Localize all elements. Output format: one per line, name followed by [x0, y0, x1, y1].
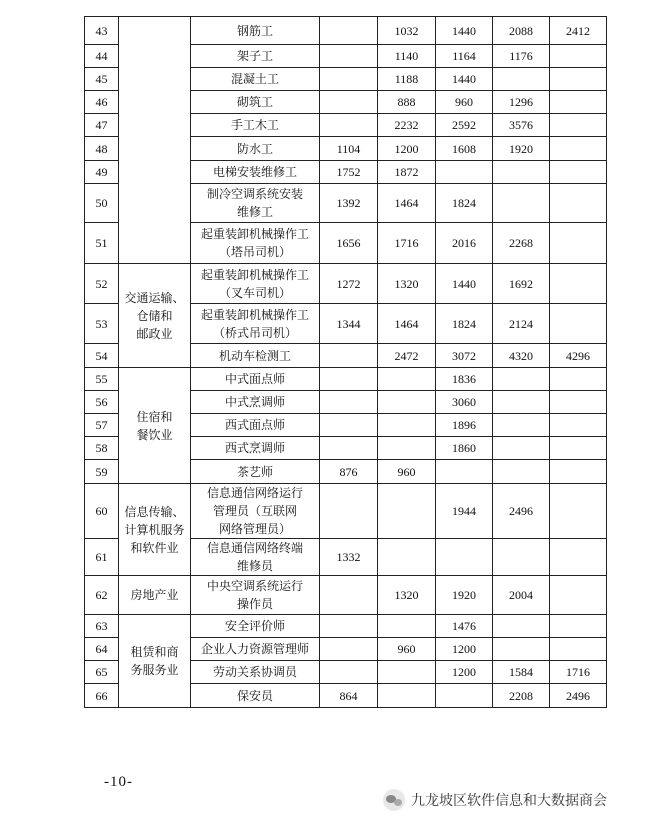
value-cell: 1656	[320, 223, 378, 264]
row-number: 65	[85, 661, 119, 684]
value-cell: 864	[320, 684, 378, 708]
industry-cell: 房地产业	[119, 576, 191, 615]
value-cell	[320, 437, 378, 460]
value-cell	[550, 264, 607, 304]
value-cell	[550, 114, 607, 137]
value-cell	[550, 437, 607, 460]
wage-table	[84, 16, 607, 708]
row-number: 50	[85, 184, 119, 223]
value-cell	[320, 576, 378, 615]
value-cell: 2124	[493, 304, 550, 344]
value-cell: 1872	[378, 161, 436, 184]
value-cell: 2412	[550, 17, 607, 45]
value-cell	[378, 684, 436, 708]
industry-cell: 住宿和 餐饮业	[119, 368, 191, 484]
value-cell: 1188	[378, 68, 436, 91]
value-cell: 1824	[436, 184, 493, 223]
occupation-cell: 信息通信网络终端 维修员	[191, 539, 320, 576]
value-cell	[436, 539, 493, 576]
watermark	[383, 789, 607, 811]
value-cell: 1824	[436, 304, 493, 344]
occupation-cell: 中式面点师	[191, 368, 320, 391]
value-cell	[550, 539, 607, 576]
value-cell: 1344	[320, 304, 378, 344]
value-cell: 1392	[320, 184, 378, 223]
value-cell	[436, 460, 493, 484]
value-cell: 1464	[378, 184, 436, 223]
occupation-cell: 电梯安装维修工	[191, 161, 320, 184]
value-cell	[493, 615, 550, 638]
occupation-cell: 西式面点师	[191, 414, 320, 437]
occupation-cell: 起重装卸机械操作工 （塔吊司机）	[191, 223, 320, 264]
row-number: 63	[85, 615, 119, 638]
table-row	[85, 264, 607, 304]
value-cell: 2472	[378, 344, 436, 368]
value-cell: 1476	[436, 615, 493, 638]
value-cell	[320, 91, 378, 114]
value-cell: 1944	[436, 484, 493, 539]
row-number: 58	[85, 437, 119, 460]
row-number: 47	[85, 114, 119, 137]
value-cell: 3060	[436, 391, 493, 414]
industry-cell: 租赁和商 务服务业	[119, 615, 191, 708]
row-number: 44	[85, 45, 119, 68]
value-cell: 4320	[493, 344, 550, 368]
value-cell	[320, 45, 378, 68]
value-cell	[320, 414, 378, 437]
value-cell: 1440	[436, 17, 493, 45]
value-cell	[320, 391, 378, 414]
value-cell	[378, 615, 436, 638]
value-cell	[550, 161, 607, 184]
value-cell	[550, 414, 607, 437]
value-cell: 2208	[493, 684, 550, 708]
wechat-icon	[383, 789, 405, 811]
value-cell: 1920	[436, 576, 493, 615]
value-cell: 1272	[320, 264, 378, 304]
occupation-cell: 防水工	[191, 137, 320, 161]
value-cell: 1440	[436, 68, 493, 91]
value-cell: 960	[378, 638, 436, 661]
value-cell	[493, 414, 550, 437]
value-cell	[550, 638, 607, 661]
value-cell	[378, 368, 436, 391]
value-cell: 960	[378, 460, 436, 484]
value-cell: 2592	[436, 114, 493, 137]
occupation-cell: 制冷空调系统安装 维修工	[191, 184, 320, 223]
value-cell: 876	[320, 460, 378, 484]
row-number: 54	[85, 344, 119, 368]
watermark-text: 九龙坡区软件信息和大数据商会	[411, 793, 607, 809]
value-cell	[550, 304, 607, 344]
value-cell	[550, 368, 607, 391]
value-cell: 2496	[550, 684, 607, 708]
row-number: 43	[85, 17, 119, 45]
value-cell	[378, 539, 436, 576]
value-cell	[550, 484, 607, 539]
value-cell	[550, 137, 607, 161]
row-number: 57	[85, 414, 119, 437]
value-cell	[493, 68, 550, 91]
occupation-cell: 信息通信网络运行 管理员（互联网 网络管理员）	[191, 484, 320, 539]
occupation-cell: 西式烹调师	[191, 437, 320, 460]
occupation-cell: 机动车检测工	[191, 344, 320, 368]
value-cell: 2268	[493, 223, 550, 264]
value-cell: 1860	[436, 437, 493, 460]
value-cell	[550, 184, 607, 223]
value-cell: 1752	[320, 161, 378, 184]
value-cell	[436, 684, 493, 708]
value-cell: 960	[436, 91, 493, 114]
value-cell	[493, 391, 550, 414]
value-cell: 1920	[493, 137, 550, 161]
value-cell: 888	[378, 91, 436, 114]
row-number: 49	[85, 161, 119, 184]
value-cell	[550, 45, 607, 68]
value-cell: 1200	[436, 661, 493, 684]
value-cell	[550, 615, 607, 638]
value-cell	[320, 484, 378, 539]
value-cell: 1716	[550, 661, 607, 684]
value-cell: 2004	[493, 576, 550, 615]
row-number: 46	[85, 91, 119, 114]
page-number: -10-	[104, 774, 133, 790]
value-cell	[320, 17, 378, 45]
occupation-cell: 安全评价师	[191, 615, 320, 638]
value-cell	[378, 391, 436, 414]
value-cell: 4296	[550, 344, 607, 368]
value-cell	[550, 223, 607, 264]
value-cell: 1332	[320, 539, 378, 576]
value-cell: 2496	[493, 484, 550, 539]
value-cell	[550, 576, 607, 615]
occupation-cell: 起重装卸机械操作工 （桥式吊司机）	[191, 304, 320, 344]
industry-cell: 信息传输、 计算机服务 和软件业	[119, 484, 191, 576]
occupation-cell: 企业人力资源管理师	[191, 638, 320, 661]
row-number: 55	[85, 368, 119, 391]
value-cell: 3072	[436, 344, 493, 368]
row-number: 56	[85, 391, 119, 414]
value-cell	[493, 161, 550, 184]
value-cell	[320, 114, 378, 137]
value-cell: 2016	[436, 223, 493, 264]
value-cell: 1584	[493, 661, 550, 684]
row-number: 45	[85, 68, 119, 91]
value-cell: 1464	[378, 304, 436, 344]
value-cell	[320, 344, 378, 368]
value-cell: 1320	[378, 576, 436, 615]
value-cell: 3576	[493, 114, 550, 137]
value-cell	[493, 437, 550, 460]
row-number: 60	[85, 484, 119, 539]
value-cell	[378, 484, 436, 539]
row-number: 48	[85, 137, 119, 161]
table-row	[85, 484, 607, 539]
value-cell	[550, 391, 607, 414]
row-number: 51	[85, 223, 119, 264]
value-cell: 1164	[436, 45, 493, 68]
row-number: 64	[85, 638, 119, 661]
table-row	[85, 615, 607, 638]
table-body	[85, 17, 607, 708]
row-number: 52	[85, 264, 119, 304]
value-cell: 1692	[493, 264, 550, 304]
row-number: 66	[85, 684, 119, 708]
occupation-cell: 架子工	[191, 45, 320, 68]
value-cell: 1200	[378, 137, 436, 161]
occupation-cell: 砌筑工	[191, 91, 320, 114]
value-cell	[436, 161, 493, 184]
value-cell: 1320	[378, 264, 436, 304]
value-cell	[493, 638, 550, 661]
value-cell	[550, 91, 607, 114]
value-cell: 1200	[436, 638, 493, 661]
industry-cell: 交通运输、 仓储和 邮政业	[119, 264, 191, 368]
occupation-cell: 保安员	[191, 684, 320, 708]
value-cell	[378, 437, 436, 460]
value-cell	[378, 661, 436, 684]
value-cell: 1104	[320, 137, 378, 161]
occupation-cell: 钢筋工	[191, 17, 320, 45]
table-row	[85, 368, 607, 391]
value-cell	[378, 414, 436, 437]
occupation-cell: 起重装卸机械操作工 （叉车司机）	[191, 264, 320, 304]
value-cell: 1716	[378, 223, 436, 264]
value-cell: 1608	[436, 137, 493, 161]
row-number: 61	[85, 539, 119, 576]
row-number: 62	[85, 576, 119, 615]
value-cell	[320, 638, 378, 661]
value-cell	[493, 460, 550, 484]
value-cell	[493, 184, 550, 223]
occupation-cell: 手工木工	[191, 114, 320, 137]
value-cell: 1440	[436, 264, 493, 304]
table-row	[85, 576, 607, 615]
occupation-cell: 中式烹调师	[191, 391, 320, 414]
value-cell	[320, 661, 378, 684]
occupation-cell: 劳动关系协调员	[191, 661, 320, 684]
occupation-cell: 茶艺师	[191, 460, 320, 484]
value-cell	[320, 68, 378, 91]
value-cell: 1032	[378, 17, 436, 45]
table-row	[85, 17, 607, 45]
value-cell	[320, 368, 378, 391]
value-cell: 2088	[493, 17, 550, 45]
value-cell	[550, 68, 607, 91]
value-cell: 1176	[493, 45, 550, 68]
value-cell: 1296	[493, 91, 550, 114]
occupation-cell: 中央空调系统运行 操作员	[191, 576, 320, 615]
occupation-cell: 混凝土工	[191, 68, 320, 91]
value-cell	[320, 615, 378, 638]
value-cell	[493, 368, 550, 391]
row-number: 59	[85, 460, 119, 484]
value-cell: 1140	[378, 45, 436, 68]
row-number: 53	[85, 304, 119, 344]
value-cell	[550, 460, 607, 484]
value-cell: 2232	[378, 114, 436, 137]
value-cell: 1896	[436, 414, 493, 437]
industry-cell	[119, 17, 191, 264]
value-cell: 1836	[436, 368, 493, 391]
value-cell	[493, 539, 550, 576]
